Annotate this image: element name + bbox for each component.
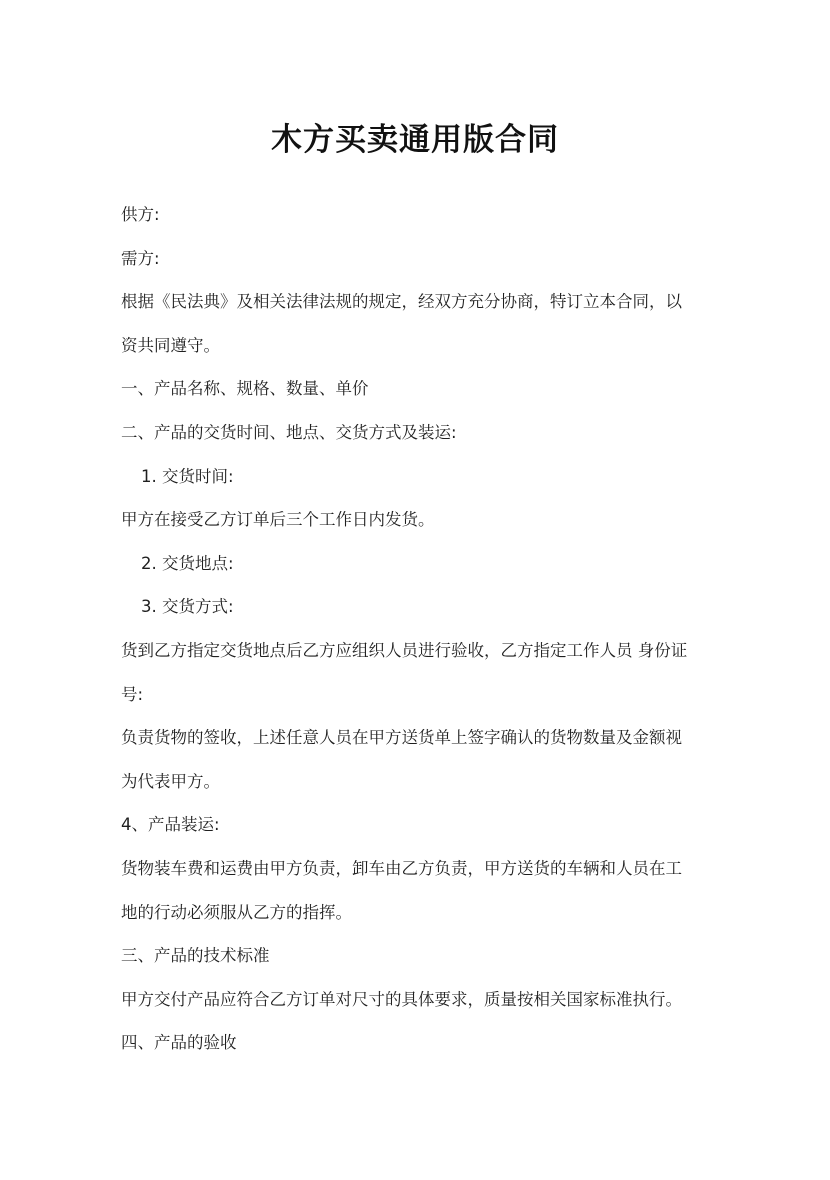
document-title: 木方买卖通用版合同: [271, 122, 559, 158]
body-line: 货物装车费和运费由甲方负责，卸车由乙方负责，甲方送货的车辆和人员在工: [121, 858, 682, 878]
watermark-bottom: [330, 1050, 530, 1180]
body-line: 供方:: [121, 205, 160, 224]
body-line: 二、产品的交货时间、地点、交货方式及装运:: [121, 422, 457, 442]
body-line: 2. 交货地点:: [141, 553, 234, 573]
body-line: 需方:: [121, 248, 160, 268]
body-line: 1. 交货时间:: [141, 466, 234, 486]
body-line: 根据《民法典》及相关法律法规的规定，经双方充分协商，特订立本合同，以: [121, 292, 682, 312]
body-line: 号:: [121, 684, 144, 704]
body-line: 负责货物的签收，上述任意人员在甲方送货单上签字确认的货物数量及金额视: [121, 728, 682, 748]
body-line: 3. 交货方式:: [141, 597, 234, 617]
document-body: [121, 193, 711, 1065]
body-line: 货到乙方指定交货地点后乙方应组织人员进行验收，乙方指定工作人员 身份证: [121, 640, 688, 660]
body-line: 为代表甲方。: [121, 771, 220, 791]
body-line: 甲方在接受乙方订单后三个工作日内发货。: [121, 510, 435, 530]
body-line: 资共同遵守。: [121, 335, 220, 355]
body-line: 四、产品的验收: [121, 1033, 237, 1053]
body-line: 甲方交付产品应符合乙方订单对尺寸的具体要求，质量按相关国家标准执行。: [121, 989, 682, 1009]
body-line: 一、产品名称、规格、数量、单价: [121, 379, 369, 399]
body-line: 4、产品装运:: [121, 815, 220, 835]
body-line: 三、产品的技术标准: [121, 946, 270, 966]
body-line: 地的行动必须服从乙方的指挥。: [121, 902, 352, 922]
